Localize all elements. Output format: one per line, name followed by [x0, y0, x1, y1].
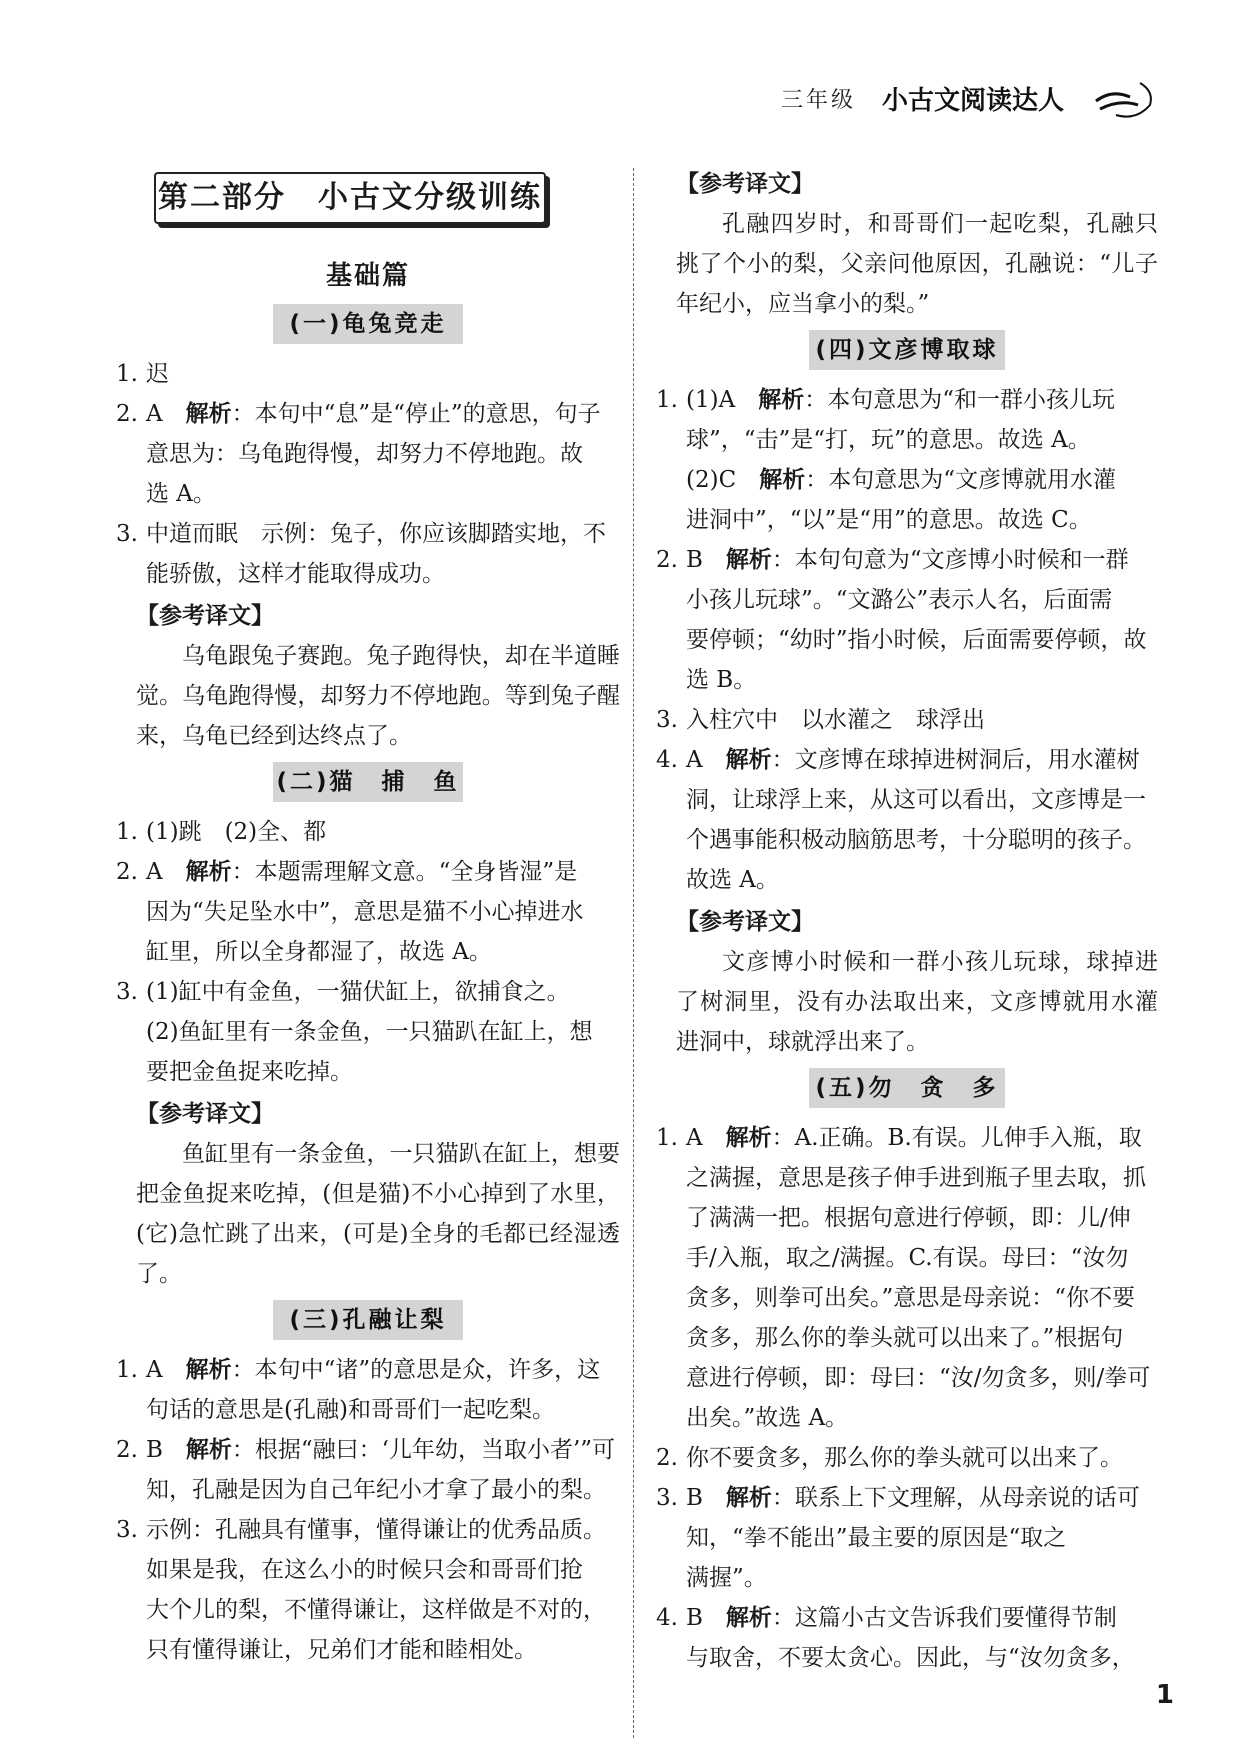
answer-item: 1. A 解析：本句中“诸”的意思是众，许多，这 句话的意思是(孔融)和哥哥们一起吃梨。: [116, 1357, 601, 1423]
reference-translation-label: 【参考译文】: [676, 171, 814, 197]
part-title: 第二部分 小古文分级训练: [154, 172, 546, 224]
answer-item: 4. B 解析：这篇小古文告诉我们要懂得节制 与取舍，不要太贪心。因此，与“汝勿贪多，: [656, 1605, 1135, 1671]
answer-item: 2. A 解析：本题需理解文意。“全身皆湿”是 因为“失足坠水中”，意思是猫不小心掉进水 缸里，所以全身都湿了，故选 A。: [116, 859, 584, 965]
answer-choice: A: [686, 747, 703, 773]
jiexi-label: 解析: [185, 1357, 232, 1383]
answer-item: 3. (1)缸中有金鱼，一猫伏缸上，欲捕食之。 (2)鱼缸里有一条金鱼，一只猫趴在缸上，想 要把金鱼捉来吃掉。: [116, 979, 593, 1085]
answer-choice: B: [686, 547, 703, 573]
answer-item: 1. (1)A 解析：本句意思为“和一群小孩儿玩 球”，“击”是“打，玩”的意思。故选 A。: [656, 387, 1115, 453]
answer-choice: (1)A: [686, 387, 736, 413]
jiexi-label: 解析: [185, 1437, 232, 1463]
reference-translation-label: 【参考译文】: [136, 603, 274, 629]
answer-choice: A: [146, 859, 163, 885]
basic-title: 基础篇: [325, 261, 410, 291]
answer-item: (2)C 解析：本句意思为“文彦博就用水灌 进洞中”，“以”是“用”的意思。故选 C。: [686, 467, 1116, 533]
answer-item: 3. 示例：孔融具有懂事，懂得谦让的优秀品质。 如果是我，在这么小的时候只会和哥哥们抢 大个儿的梨，不懂得谦让，这样做是不对的， 只有懂得谦让，兄弟们才能和睦相处。: [116, 1517, 606, 1663]
jiexi-label: 解析: [725, 1605, 772, 1631]
answer-item: 1. 迟: [116, 361, 169, 387]
jiexi-label: 解析: [725, 747, 772, 773]
reference-translation: 文彦博小时候和一群小孩儿玩球，球掉进了树洞里，没有办法取出来，文彦博就用水灌进洞中，球就浮出来了。: [676, 949, 1158, 1055]
brand-title: 小古文阅读达人: [881, 85, 1064, 116]
section-title-4: (四)文彦博取球: [809, 330, 1005, 370]
reference-translation: 乌龟跟兔子赛跑。兔子跑得快，却在半道睡觉。乌龟跑得慢，却努力不停地跑。等到兔子醒来，乌龟已经到达终点了。: [136, 643, 620, 749]
column-divider: [633, 168, 634, 1738]
answer-item: 4. A 解析：文彦博在球掉进树洞后，用水灌树 洞，让球浮上来，从这可以看出，文彦博是一 个遇事能积极动脑筋思考，十分聪明的孩子。 故选 A。: [656, 747, 1146, 893]
answer-item: 2. B 解析：根据“融曰：‘儿年幼，当取小者’”可 知，孔融是因为自己年纪小才拿了最小的梨。: [116, 1437, 616, 1503]
answer-item: 3. 入柱穴中 以水灌之 球浮出: [656, 707, 985, 733]
section-title-2: (二)猫 捕 鱼: [273, 762, 463, 802]
reference-translation-label: 【参考译文】: [676, 909, 814, 935]
jiexi-label: 解析: [758, 387, 805, 413]
section-title-5: (五)勿 贪 多: [809, 1068, 1005, 1108]
answer-choice: B: [686, 1485, 703, 1511]
answer-choice: B: [146, 1437, 163, 1463]
jiexi-label: 解析: [185, 859, 232, 885]
page-header: [781, 72, 1154, 124]
section-title-1: (一)龟兔竞走: [273, 304, 463, 344]
answer-choice: A: [146, 401, 163, 427]
left-column: [116, 160, 620, 1670]
right-column: [656, 162, 1158, 1678]
jiexi-label: 解析: [759, 467, 806, 493]
jiexi-label: 解析: [725, 1485, 772, 1511]
reference-translation: 鱼缸里有一条金鱼，一只猫趴在缸上，想要把金鱼捉来吃掉，(但是猫)不小心掉到了水里，(它)急忙跳了出来，(可是)全身的毛都已经湿透了。: [136, 1141, 620, 1287]
jiexi-label: 解析: [725, 1125, 772, 1151]
jiexi-label: 解析: [185, 401, 232, 427]
answer-item: 2. B 解析：本句句意为“文彦博小时候和一群 小孩儿玩球”。“文潞公”表示人名，后面需 要停顿；“幼时”指小时候，后面需要停顿，故 选 B。: [656, 547, 1147, 693]
answer-choice: B: [686, 1605, 703, 1631]
answer-choice: A: [146, 1357, 163, 1383]
answer-item: 3. 中道而眠 示例：兔子，你应该脚踏实地，不 能骄傲，这样才能取得成功。: [116, 521, 606, 587]
jiexi-label: 解析: [725, 547, 772, 573]
answer-choice: A: [686, 1125, 703, 1151]
brand-logo-icon: [1090, 75, 1154, 121]
grade-label: 三年级: [780, 87, 856, 113]
section-title-3: (三)孔融让梨: [273, 1300, 463, 1340]
answer-item: 2. A 解析：本句中“息”是“停止”的意思，句子 意思为：乌龟跑得慢，却努力不停地跑。故 选 A。: [116, 401, 601, 507]
reference-translation: 孔融四岁时，和哥哥们一起吃梨，孔融只挑了个小的梨，父亲问他原因，孔融说：“儿子年纪小，应当拿小的梨。”: [676, 211, 1158, 317]
part-title-box: [148, 166, 554, 234]
page-number: 1: [1155, 1680, 1174, 1710]
answer-item: 1. A 解析：A.正确。B.有误。儿伸手入瓶，取 之满握，意思是孩子伸手进到瓶子里去取，抓 了满满一把。根据句意进行停顿，即：儿/伸 手/入瓶，取之/满握。C.有误。母曰：“汝勿 贪多，则拳可出矣。”意思是母亲说：“你不要 贪多，那么你的拳头就可以出来了。”根据句 意进行停顿，即：母曰：“汝/勿贪多，则/拳可 出矣。”故选 A。: [656, 1125, 1151, 1431]
answer-item: 2. 你不要贪多，那么你的拳头就可以出来了。: [656, 1445, 1123, 1471]
answer-choice: (2)C: [686, 467, 737, 493]
answer-item: 3. B 解析：联系上下文理解，从母亲说的话可 知，“拳不能出”最主要的原因是“取之 满握”。: [656, 1485, 1140, 1591]
answer-item: 1. (1)跳 (2)全、都: [116, 819, 327, 845]
reference-translation-label: 【参考译文】: [136, 1101, 274, 1127]
